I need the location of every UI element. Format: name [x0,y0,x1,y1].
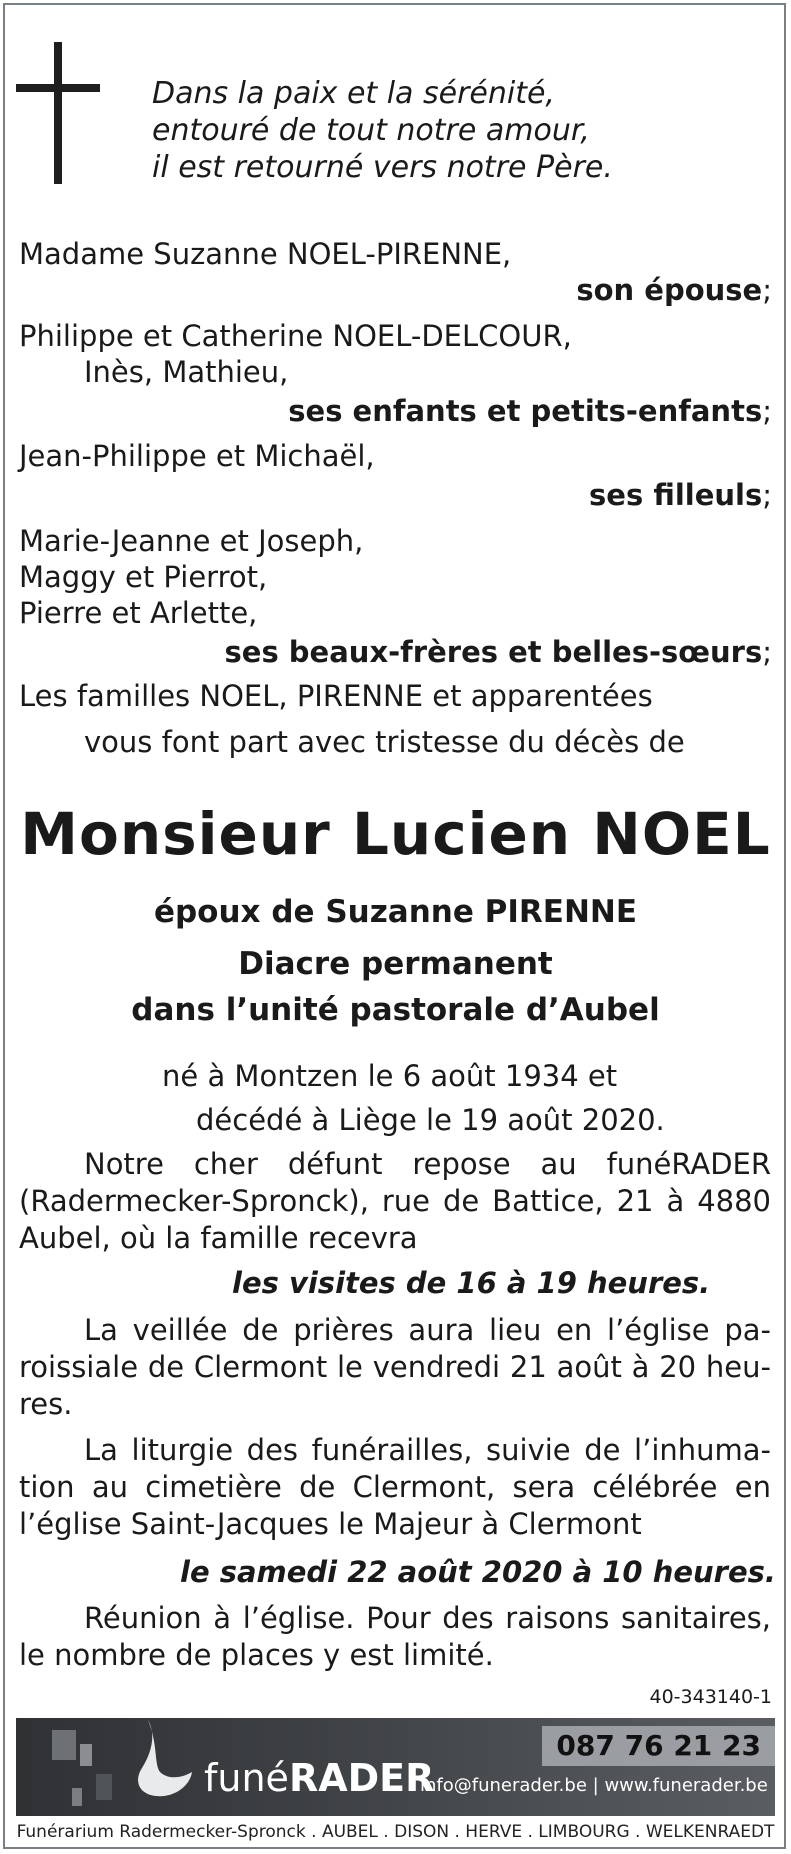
notice-line: Réunion à l’église. Pour des raisons sanitaires, [84,1601,771,1635]
family-line: Jean-Philippe et Michaël, [19,439,375,473]
family-line: Maggy et Pierrot, [19,560,268,594]
family-line: Madame Suzanne NOEL-PIRENNE, [19,237,512,271]
reference-number: 40-343140-1 [649,1686,772,1708]
funeral-date: le samedi 22 août 2020 à 10 heures. [180,1555,776,1589]
announcement-line: vous font part avec tristesse du décès de [84,725,685,759]
family-line: Inès, Mathieu, [84,355,289,389]
notice-line: l’église Saint-Jacques le Majeur à Clermont [19,1507,642,1541]
verse-line-2: entouré de tout notre amour, [152,113,590,148]
deceased-spouse: époux de Suzanne PIRENNE [153,894,638,930]
brand-logo: funéRADER [204,1756,435,1800]
deceased-role: Diacre permanent [238,946,553,982]
family-line: Pierre et Arlette, [19,596,258,630]
visits-hours: les visites de 16 à 19 heures. [232,1266,711,1300]
notice-line: Notre cher défunt repose au funéRADER [84,1147,771,1181]
notice-line: res. [19,1387,73,1421]
notice-line: La liturgie des funérailles, suivie de l’inhuma- [84,1433,771,1467]
email-link[interactable]: info@funerader.be [420,1775,587,1796]
family-line: Philippe et Catherine NOEL-DELCOUR, [19,319,572,353]
deceased-name: Monsieur Lucien NOEL [20,800,771,868]
family-line: Les familles NOEL, PIRENNE et apparentées [19,679,653,713]
funeral-home-footer: Funérarium Radermecker-Spronck . AUBEL . DISON . HERVE . LIMBOURG . WELKENRAEDT [16,1822,775,1842]
dove-logo-icon [128,1712,198,1812]
notice-line: roissiale de Clermont le vendredi 21 août à 20 heu- [19,1350,771,1384]
notice-line: Aubel, où la famille recevra [19,1221,418,1255]
family-relation: ses enfants et petits-enfants; [288,394,772,428]
phone-number[interactable]: 087 76 21 23 [542,1726,775,1766]
family-line: Marie-Jeanne et Joseph, [19,524,364,558]
verse-line-1: Dans la paix et la sérénité, [152,76,555,111]
deceased-role: dans l’unité pastorale d’Aubel [131,992,660,1028]
family-relation: ses beaux-frères et belles-sœurs; [224,635,772,669]
notice-line: tion au cimetière de Clermont, sera célébrée en [19,1470,771,1504]
notice-line: le nombre de places y est limité. [19,1638,494,1672]
verse-line-3: il est retourné vers notre Père. [152,150,613,185]
family-relation: son épouse; [576,273,772,307]
website-link[interactable]: www.funerader.be [604,1775,768,1796]
family-relation: ses filleuls; [589,478,772,512]
death-line: décédé à Liège le 19 août 2020. [196,1103,665,1137]
birth-line: né à Montzen le 6 août 1934 et [162,1059,618,1093]
notice-line: (Radermecker-Spronck), rue de Battice, 21 à 4880 [19,1184,771,1218]
notice-line: La veillée de prières aura lieu en l’église pa- [84,1313,771,1347]
contact-line: info@funerader.be | www.funerader.be [420,1775,768,1796]
